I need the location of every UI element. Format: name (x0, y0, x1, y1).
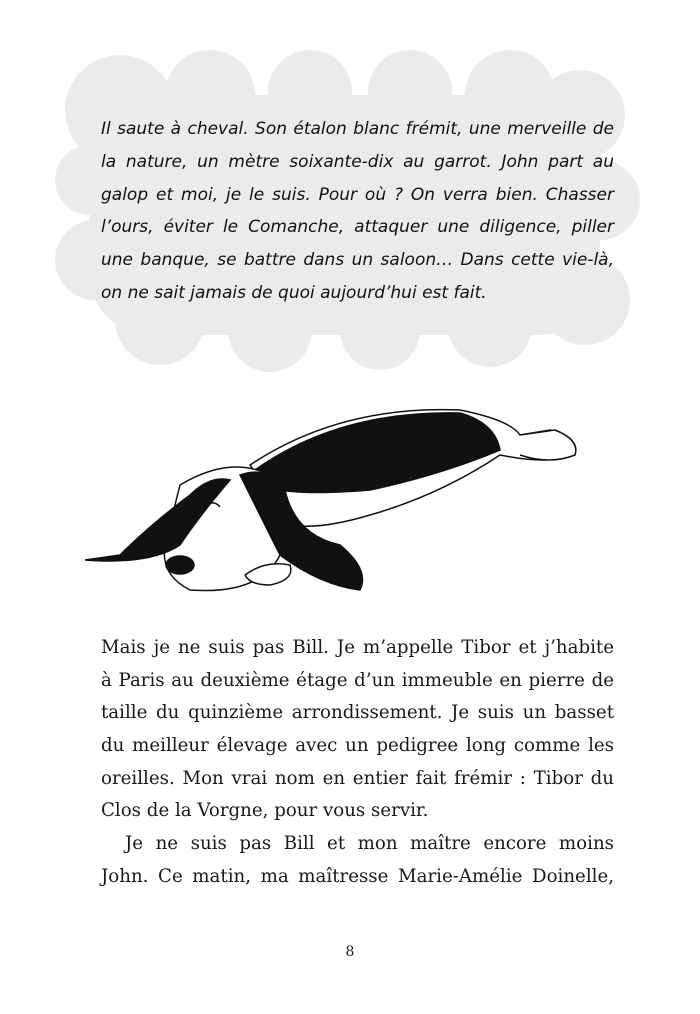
cloud-line: Il saute à cheval. Son étalon blanc frémit, une merveille de (101, 119, 614, 139)
body-line: taille du quinzième arrondissement. Je suis un basset (101, 702, 614, 724)
body-text (101, 632, 614, 894)
body-line: John. Ce matin, ma maîtresse Marie-Amélie Doinelle, (101, 865, 614, 887)
cloud-line: une banque, se battre dans un saloon… Dans cette vie-là, (101, 250, 614, 271)
cloud-line: la nature, un mètre soixante-dix au garrot. John part au (101, 151, 614, 172)
body-line: Mais je ne suis pas Bill. Je m’appelle Tibor et j’habite (101, 637, 614, 658)
basset-dog-illustration (80, 395, 590, 610)
cloud-line: galop et moi, je le suis. Pour où ? On verra bien. Chasser (101, 184, 614, 205)
body-line: oreilles. Mon vrai nom en entier fait frémir : Tibor du (101, 767, 614, 789)
cloud-line: l’ours, éviter le Comanche, attaquer une diligence, piller (101, 217, 614, 238)
body-line: du meilleur élevage avec un pedigree long comme les (101, 735, 614, 757)
body-line: Je ne suis pas Bill et mon maître encore moins (125, 833, 614, 855)
thought-cloud-text (101, 113, 614, 310)
page-number: 8 (345, 944, 355, 960)
cloud-line: on ne sait jamais de quoi aujourd’hui est fait. (101, 282, 487, 303)
body-line: Clos de la Vorgne, pour vous servir. (101, 800, 429, 822)
body-line: à Paris au deuxième étage d’un immeuble en pierre de (101, 669, 614, 691)
